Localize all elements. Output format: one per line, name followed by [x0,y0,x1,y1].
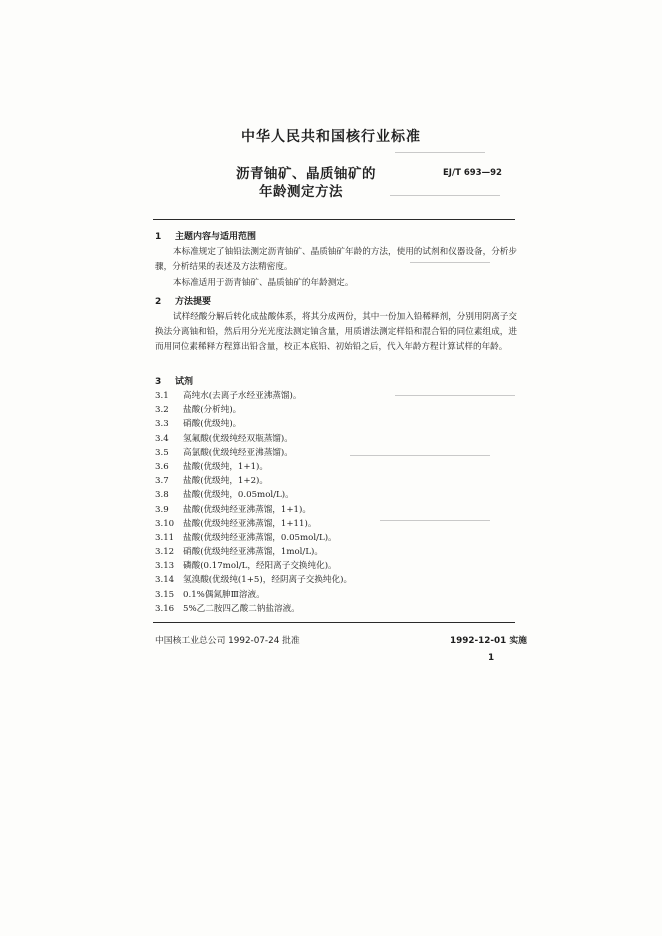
list-item [155,559,525,573]
scan-speck [395,152,485,153]
section-1-paragraph-2: 本标准适用于沥青铀矿、晶质铀矿的年龄测定。 [173,278,354,288]
list-item [155,460,525,474]
item-number: 3.11 [155,532,175,543]
implementation-date: 1992-12-01 实施 [450,636,527,646]
reagent-list [155,389,525,616]
item-number: 3.10 [155,518,175,529]
scan-speck [410,262,490,263]
list-item [155,545,525,559]
doc-code: EJ/T 693—92 [443,168,502,178]
item-number: 3.9 [155,504,169,515]
item-text: 盐酸(优级纯经亚沸蒸馏，1+1)。 [183,504,311,515]
top-rule [153,219,515,220]
item-text: 氢氟酸(优级纯经双瓶蒸馏)。 [183,433,293,444]
section-3-heading [155,374,193,387]
list-item [155,432,525,446]
section-title: 主题内容与适用范围 [175,232,257,242]
scan-speck [380,520,490,521]
item-text: 盐酸(分析纯)。 [183,405,242,416]
scan-speck [350,455,490,456]
section-number: 1 [155,232,162,242]
scan-speck [395,395,515,396]
item-number: 3.1 [155,391,169,401]
list-item [155,474,525,488]
standard-title: 中华人民共和国核行业标准 [241,129,421,145]
item-text: 氢溴酸(优级纯(1+5)，经阴离子交换纯化)。 [183,575,353,586]
item-text: 盐酸(优级纯经亚沸蒸馏，1+11)。 [183,518,317,529]
item-number: 3.3 [155,419,169,430]
list-item [155,517,525,531]
list-item [155,488,525,502]
item-text: 硝酸(优级纯)。 [183,419,242,430]
section-title: 方法提要 [175,297,212,307]
item-text: 5%乙二胺四乙酸二钠盐溶液。 [183,603,300,614]
item-number: 3.4 [155,433,169,444]
section-number: 3 [155,377,162,387]
item-number: 3.13 [155,561,175,572]
item-text: 硝酸(优级纯经亚沸蒸馏，1mol/L)。 [183,547,323,558]
item-number: 3.14 [155,575,175,586]
item-text: 高氯酸(优级纯经亚沸蒸馏)。 [183,447,293,458]
list-item [155,389,525,403]
item-text: 磷酸(0.17mol/L，经阳离子交换纯化)。 [183,561,337,572]
item-text: 盐酸(优级纯经亚沸蒸馏，0.05mol/L)。 [183,532,337,543]
item-number: 3.6 [155,461,169,472]
page-number: 1 [488,653,495,663]
item-number: 3.15 [155,589,175,600]
item-number: 3.16 [155,603,175,614]
list-item [155,531,525,545]
item-text: 0.1%偶氮胂Ⅲ溶液。 [183,589,265,600]
item-number: 3.12 [155,547,175,558]
section-number: 2 [155,297,162,307]
doc-title-line2: 年龄测定方法 [259,184,343,200]
list-item [155,446,525,460]
list-item [155,573,525,587]
item-text: 盐酸(优级纯，1+2)。 [183,476,268,487]
list-item [155,588,525,602]
list-item [155,503,525,517]
section-2-paragraph: 试样经酸分解后转化成盐酸体系，将其分成两份，其中一份加入铅稀释剂，分别用阴离子交换法分离铀和铅，然后用分光光度法测定铀含量，用质谱法测定样铅和混合铅的同位素组成，进而用同位素稀释方程算出铅含量，校正本底铅、初始铅之后，代入年龄方程计算试样的年龄。 [155,312,517,352]
approval-date: 中国核工业总公司 1992-07-24 批准 [155,636,300,646]
item-text: 高纯水(去离子水经亚沸蒸馏)。 [183,391,302,401]
section-title: 试剂 [175,377,194,387]
section-1-heading [155,229,256,242]
item-text: 盐酸(优级纯，0.05mol/L)。 [183,490,294,501]
list-item [155,417,525,431]
item-number: 3.2 [155,405,169,416]
list-item [155,602,525,616]
scan-speck [390,195,500,196]
item-number: 3.8 [155,490,169,501]
item-text: 盐酸(优级纯，1+1)。 [183,461,268,472]
section-1-paragraph-1: 本标准规定了铀铅法测定沥青铀矿、晶质铀矿年龄的方法，使用的试剂和仪器设备，分析步骤，分析结果的表述及方法精密度。 [155,247,517,272]
item-number: 3.7 [155,476,169,487]
list-item [155,403,525,417]
section-2-heading [155,294,211,307]
doc-title-line1: 沥青铀矿、晶质铀矿的 [236,166,376,182]
bottom-rule [153,622,515,623]
item-number: 3.5 [155,447,169,458]
